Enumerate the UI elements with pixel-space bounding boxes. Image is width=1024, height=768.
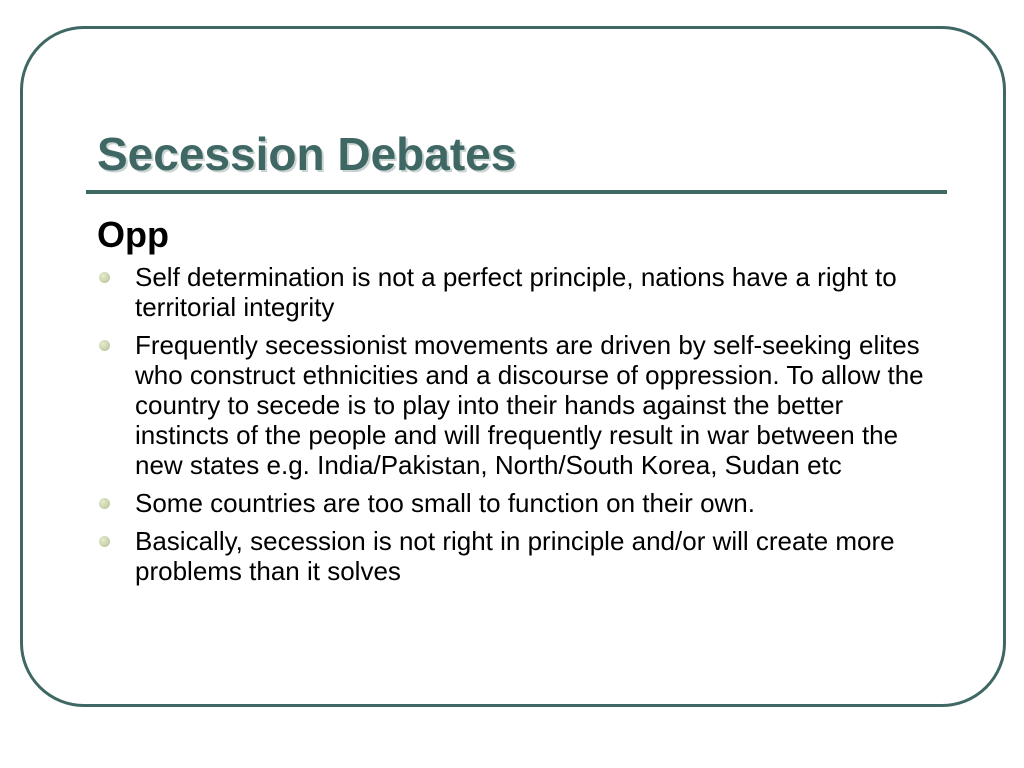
bullet-item xyxy=(97,330,927,480)
bullet-list xyxy=(97,262,927,594)
title-divider xyxy=(86,190,947,194)
section-heading: Opp xyxy=(97,214,169,255)
bullet-text: Frequently secessionist movements are driven by self-seeking elites who construct ethnicities and a discourse of oppression. To allow the country to secede is to play into their hands against the better instincts of the people and will frequently result in war between the new states e.g. India/Pakistan, North/South Korea, Sudan etc xyxy=(135,330,924,480)
bullet-dot-icon xyxy=(99,272,110,283)
bullet-item xyxy=(97,262,927,322)
bullet-item xyxy=(97,526,927,586)
bullet-dot-icon xyxy=(99,536,110,547)
bullet-text: Some countries are too small to function on their own. xyxy=(135,488,755,518)
bullet-text: Basically, secession is not right in principle and/or will create more problems than it solves xyxy=(135,526,895,586)
bullet-dot-icon xyxy=(99,340,110,351)
bullet-text: Self determination is not a perfect principle, nations have a right to territorial integrity xyxy=(135,262,897,322)
bullet-dot-icon xyxy=(99,498,110,509)
bullet-item xyxy=(97,488,927,518)
slide-title: Secession Debates xyxy=(97,128,517,180)
